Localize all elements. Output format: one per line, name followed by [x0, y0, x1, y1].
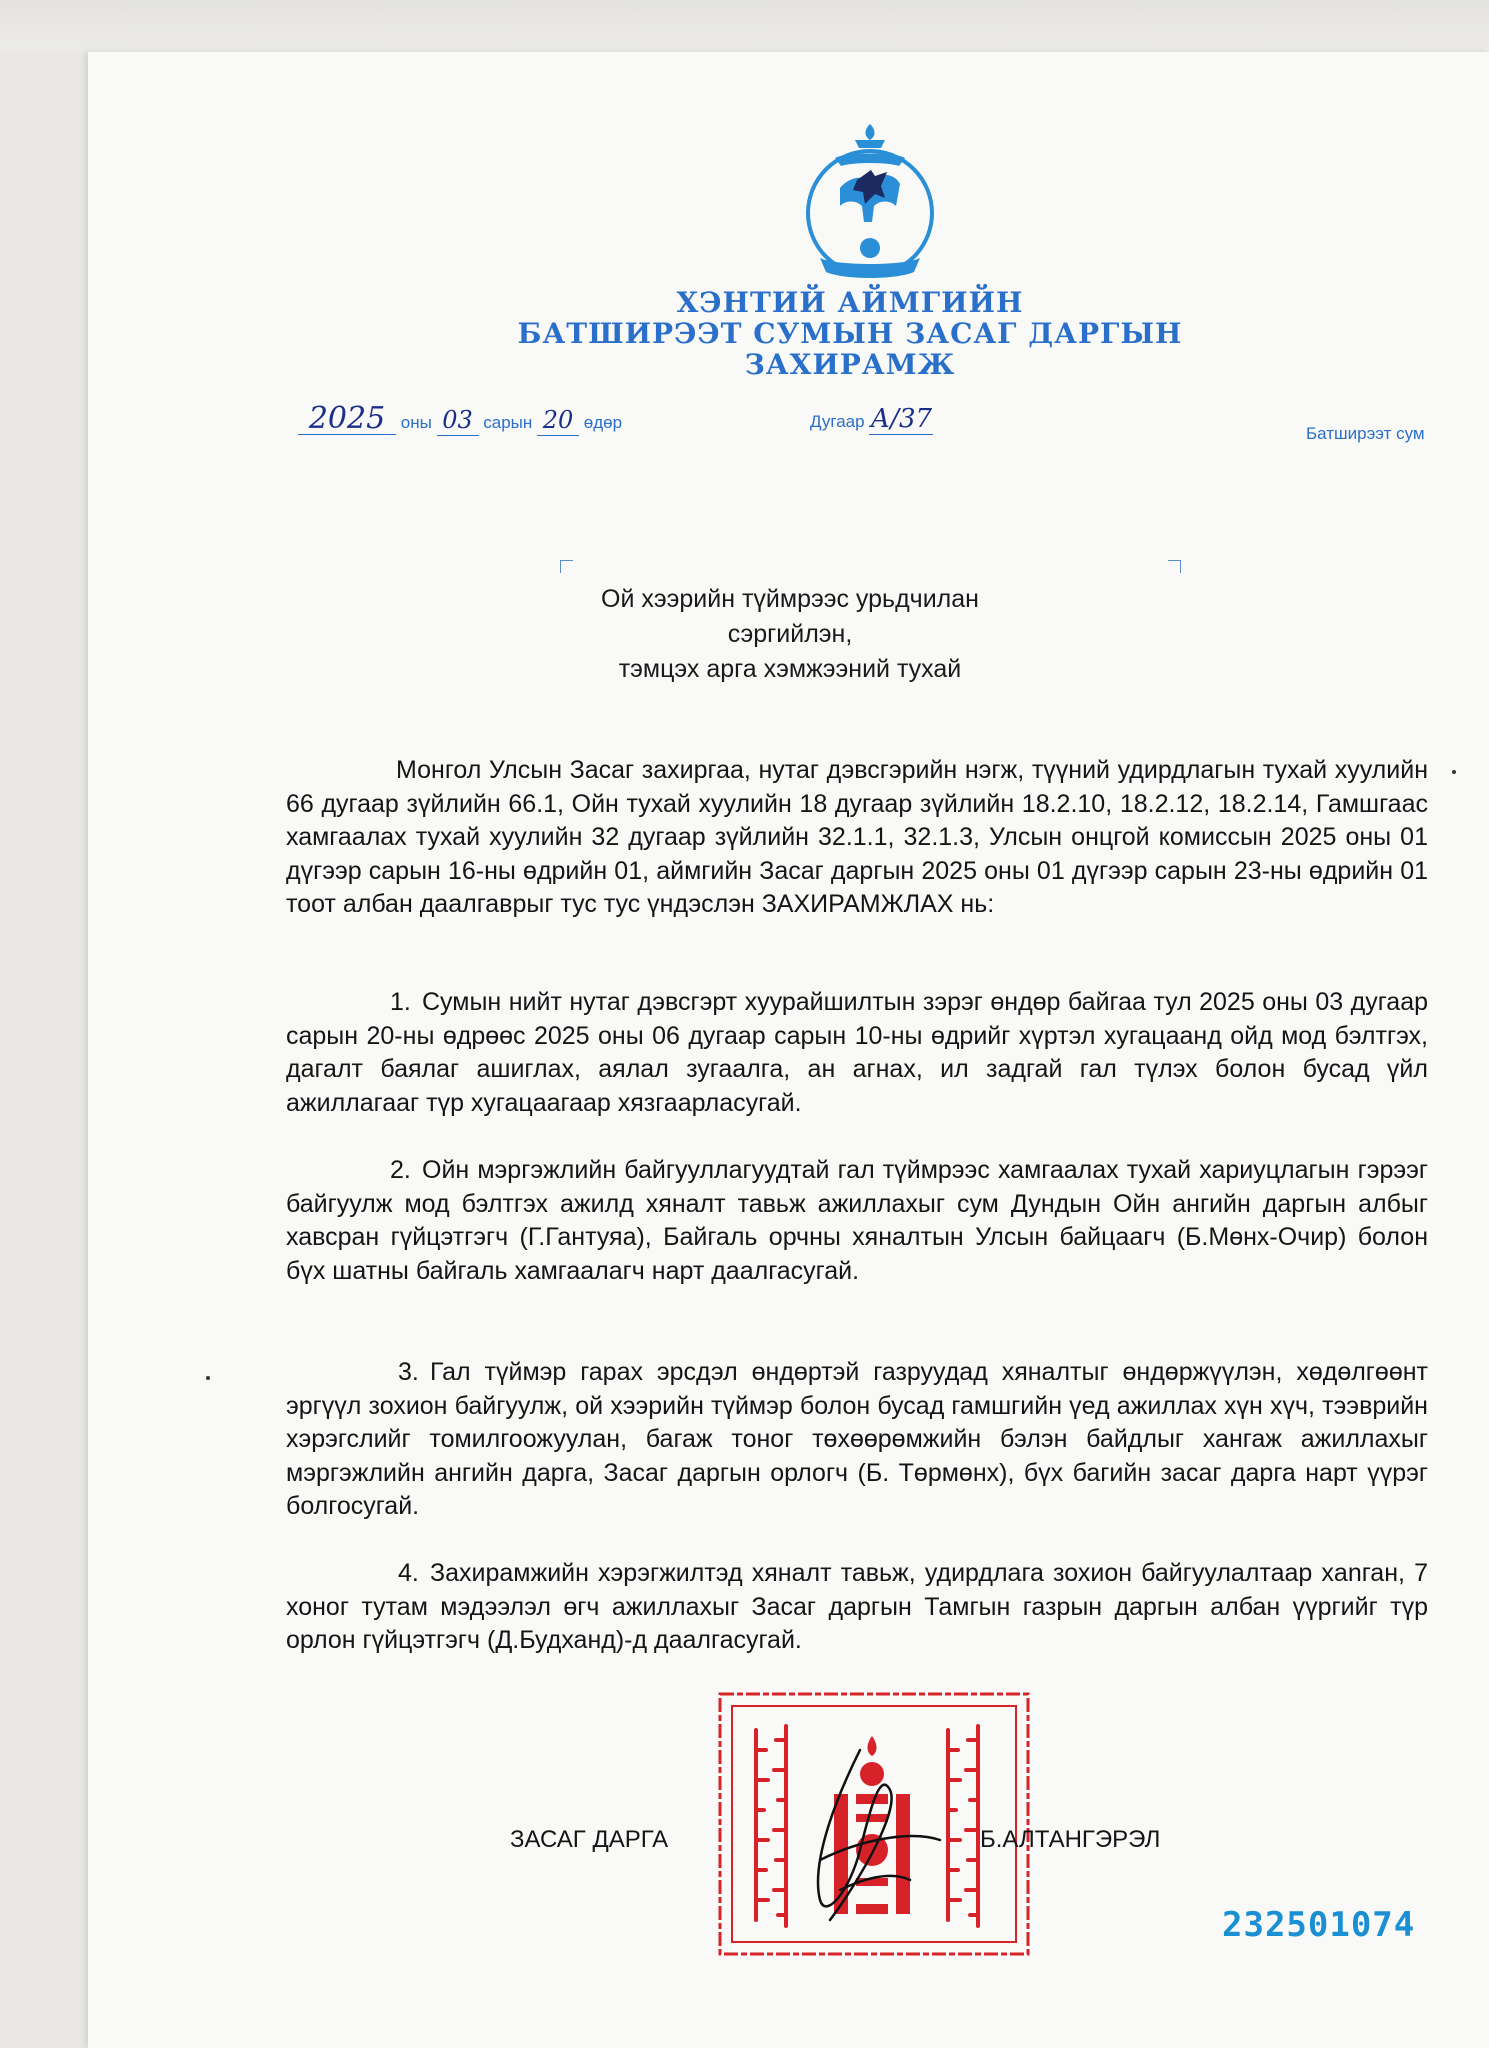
subject-title — [540, 582, 1040, 687]
list-item — [286, 986, 1428, 1120]
number-label: Дугаар — [810, 412, 865, 431]
scan-speck — [206, 1376, 210, 1380]
item-text: Гал түймэр гарах эрсдэл өндөртэй газруудад хяналтыг өндөржүүлэн, хөдөлгөөнт эргүүл зохион байгуулж, ой хээрийн түймэр болон бусад гамшгийн үед ажиллах хүн хүч, тээврийн хэрэгслийг томилгоожуулан, багаж тоног төхөөрөмжийн бэлэн байдлыг хангаж ажиллахыг мэргэжлийн ангийн дарга, Засаг даргын орлогч (Б. Төрмөнх), бүх багийн засаг дарга нарт үүрэг болгосугай. — [286, 1358, 1428, 1520]
header-province: ХЭНТИЙ АЙМГИЙН — [676, 286, 1024, 319]
date-month: 03 — [437, 405, 479, 436]
list-item — [286, 1356, 1428, 1524]
item-number: 4. — [398, 1559, 419, 1587]
item-number: 2. — [390, 1156, 411, 1184]
subject-line-1: Ой хээрийн түймрээс урьдчилан сэргийлэн, — [601, 585, 979, 648]
number-line — [810, 404, 933, 435]
scan-border — [0, 0, 1489, 52]
subject-line-2: тэмцэх арга хэмжээний тухай — [618, 655, 962, 683]
preamble-paragraph — [286, 754, 1428, 922]
item-number: 3. — [398, 1358, 419, 1386]
month-label: сарын — [483, 413, 533, 432]
signatory-title: ЗАСАГ ДАРГА — [510, 1826, 669, 1853]
year-label: оны — [400, 413, 432, 432]
item-number: 1. — [390, 988, 411, 1016]
place: Батширээт сум — [1306, 424, 1425, 443]
date-line — [298, 401, 623, 436]
state-emblem-icon — [795, 118, 945, 288]
header-office: БАТШИРЭЭТ СУМЫН ЗАСАГ ДАРГЫН — [517, 317, 1183, 350]
signatory-name: Б.АЛТАНГЭРЭЛ — [980, 1826, 1161, 1853]
item-text: Ойн мэргэжлийн байгууллагуудтай гал түймрээс хамгаалах тухай хариуцлагын гэрээг байгуулж мод бэлтгэх ажилд хяналт тавьж ажиллахыг сум Дундын Ойн ангийн даргын албыг хавсран гүйцэтгэгч (Г.Гантуяа), Байгаль орчны хяналтын Улсын байцаагч (Б.Мөнх-Очир) болон бүх шатны байгаль хамгаалагч нарт даалгасугай. — [286, 1156, 1428, 1285]
preamble-text: Монгол Улсын Засаг захиргаа, нутаг дэвсгэрийн нэгж, түүний удирдлагын тухай хуулийн 66 дугаар зүйлийн 66.1, Ойн тухай хуулийн 18 дугаар зүйлийн 18.2.10, 18.2.12, 18.2.14, Гамшгаас хамгаалах тухай хуулийн 32 дугаар зүйлийн 32.1.1, 32.1.3, Улсын онцгой комиссын 2025 оны 01 дүгээр сарын 16-ны өдрийн 01, аймгийн Засаг даргын 2025 оны 01 дүгээр сарын 23-ны өдрийн 01 тоот албан даалгаврыг тус тус үндэслэн ЗАХИРАМЖЛАХ нь: — [286, 756, 1428, 918]
date-day: 20 — [537, 405, 579, 436]
list-item — [286, 1557, 1428, 1658]
scan-speck — [1452, 770, 1456, 774]
document-stamp-number: 232501074 — [1222, 1905, 1416, 1945]
handwritten-signature — [790, 1740, 950, 1940]
subject-corner-right — [1168, 560, 1181, 573]
day-label: өдөр — [583, 413, 623, 432]
subject-corner-left — [560, 560, 573, 573]
doc-number: А/37 — [870, 404, 933, 434]
item-text: Захирамжийн хэрэгжилтэд хяналт тавьж, удирдлага зохион байгуулалтаар хanган, 7 хоног тутам мэдээлэл өгч ажиллахыг Засаг даргын Тамгын газрын даргын албан үүргийг түр орлон гүйцэтгэгч (Д.Будханд)-д даалгасугай. — [286, 1559, 1428, 1654]
list-item — [286, 1154, 1428, 1288]
header-doc-type: ЗАХИРАМЖ — [744, 348, 956, 381]
item-text: Сумын нийт нутаг дэвсгэрт хуурайшилтын зэрэг өндөр байгаа тул 2025 оны 03 дугаар сарын 20-ны өдрөөс 2025 оны 06 дугаар сарын 10-ны өдрийг хүртэл хугацаанд ойд мод бэлтгэх, дагалт баялаг ашиглах, аялал зугаалга, ан агнах, ил задгай гал түлэх болон бусад үйл ажиллагааг түр хугацаагаар хязгаарласугай. — [286, 988, 1428, 1117]
date-year: 2025 — [298, 404, 396, 435]
